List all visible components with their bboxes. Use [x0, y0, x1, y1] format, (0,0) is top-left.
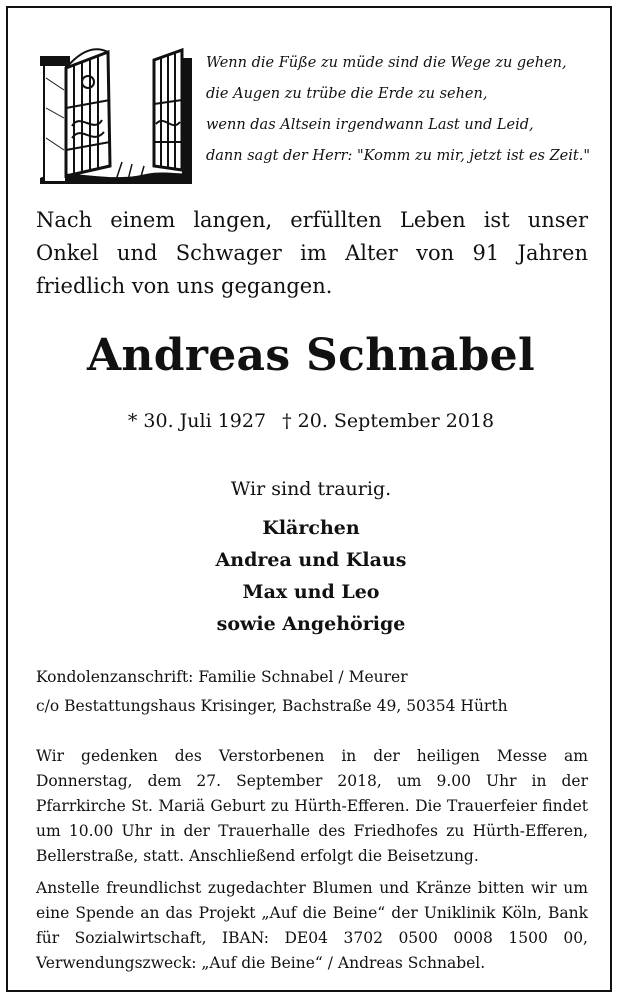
open-gate-icon [36, 38, 196, 188]
mourners-block [8, 474, 614, 640]
condolence-line: Kondolenzanschrift: Familie Schnabel / Meurer [36, 668, 408, 686]
mourning-statement: Wir sind traurig. [230, 478, 392, 500]
poem-line: Wenn die Füße zu müde sind die Wege zu gehen, [206, 55, 567, 71]
obituary-frame [6, 6, 612, 992]
poem [206, 48, 606, 172]
condolence-line: c/o Bestattungshaus Krisinger, Bachstraße 49, 50354 Hürth [36, 697, 508, 715]
condolence-address [36, 663, 596, 721]
life-dates [8, 410, 614, 432]
mourner-name: Max und Leo [242, 581, 380, 603]
poem-line: die Augen zu trübe die Erde zu sehen, [206, 86, 488, 102]
poem-line: dann sagt der Herr: "Komm zu mir, jetzt ist es Zeit." [206, 148, 591, 164]
poem-line: wenn das Altsein irgendwann Last und Leid, [206, 117, 534, 133]
death-date: † 20. September 2018 [282, 410, 495, 432]
mourner-name: Andrea und Klaus [215, 549, 407, 571]
mass-announcement: Wir gedenken des Verstorbenen in der heiligen Messe am Donnerstag, dem 27. September 2018, um 9.00 Uhr in der Pfarrkirche St. Mariä Geburt zu Hürth-Efferen. Die Trauerfeier findet um 10.00 Uhr in der Trauerhalle des Friedhofes zu Hürth-Efferen, Bellerstraße, statt. Anschließend erfolgt die Beisetzung. [36, 747, 588, 865]
intro-text: Nach einem langen, erfüllten Leben ist unser Onkel und Schwager im Alter von 91 Jahren friedlich von uns gegangen. [36, 208, 588, 298]
mourner-name: sowie Angehörige [216, 613, 406, 635]
donation-request: Anstelle freundlichst zugedachter Blumen und Kränze bitten wir um eine Spende an das Projekt „Auf die Beine“ der Uniklinik Köln, Bank für Sozialwirtschaft, IBAN: DE04 3702 0500 0008 1500 00, Verwendungszweck: „Auf die Beine“ / Andreas Schnabel. [36, 879, 588, 972]
birth-date: * 30. Juli 1927 [127, 410, 267, 432]
deceased-name: Andreas Schnabel [86, 330, 535, 381]
mourner-name: Klärchen [262, 517, 360, 539]
